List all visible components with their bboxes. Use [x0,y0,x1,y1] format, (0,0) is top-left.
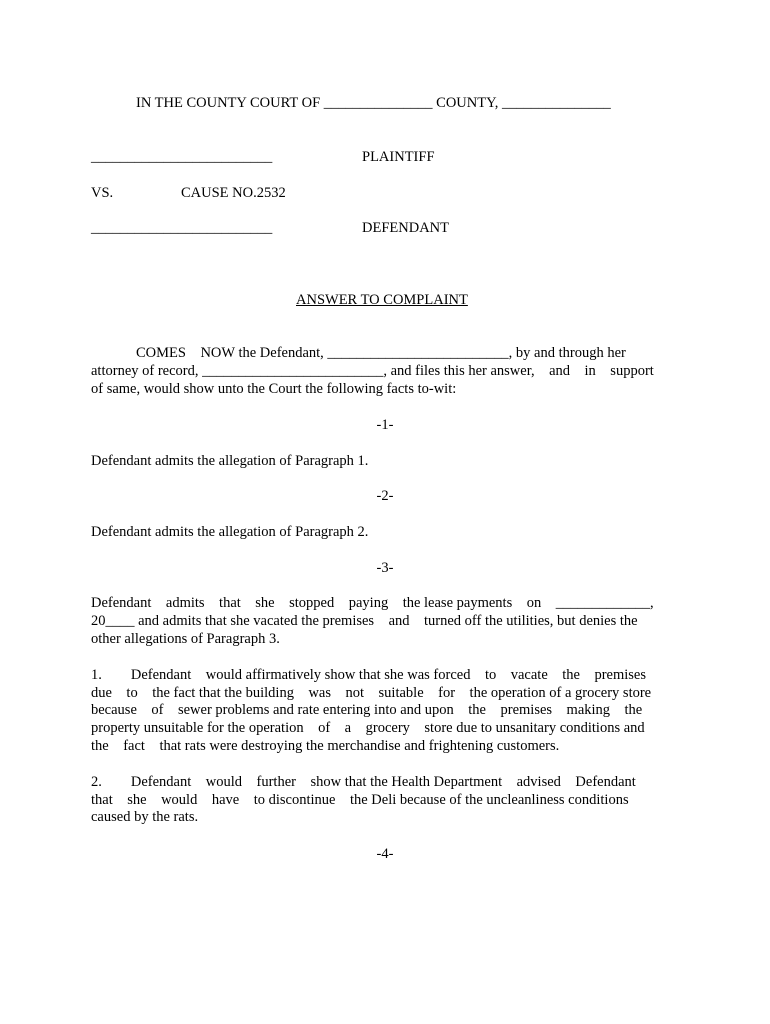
versus-label: VS. [91,185,114,201]
item-1-line-4: property unsuitable for the operation of a grocery store due to unsanitary conditions and [91,720,645,736]
document-title: ANSWER TO COMPLAINT [296,292,468,308]
cause-number: CAUSE NO.2532 [181,185,286,201]
item-1-line-5: the fact that rats were destroying the merchandise and frightening customers. [91,738,560,754]
section-number-1: -1- [376,417,394,433]
item-2-line-1: 2. Defendant would further show that the Health Department advised Defendant [91,774,636,790]
item-2-line-3: caused by the rats. [91,809,199,825]
intro-line-3: of same, would show unto the Court the following facts to-wit: [91,381,457,397]
intro-line-2: attorney of record, _________________________, and files this her answer, and in support [91,363,654,379]
section-3-line-1: Defendant admits that she stopped paying the lease payments on _____________, [91,595,654,611]
defendant-label: DEFENDANT [362,220,449,236]
section-number-4: -4- [376,846,394,862]
section-3-line-3: other allegations of Paragraph 3. [91,631,280,647]
section-number-2: -2- [376,488,394,504]
plaintiff-label: PLAINTIFF [362,149,435,165]
item-1-line-2: due to the fact that the building was not suitable for the operation of a grocery store [91,685,652,701]
item-1-line-3: because of sewer problems and rate entering into and upon the premises making the [91,702,643,718]
section-number-3: -3- [376,560,394,576]
item-1-line-1: 1. Defendant would affirmatively show that she was forced to vacate the premises [91,667,647,683]
section-3-line-2: 20____ and admits that she vacated the premises and turned off the utilities, but denies the [91,613,638,629]
plaintiff-name-blank: _________________________ [91,149,273,165]
intro-line-1: COMES NOW the Defendant, _________________________, by and through her [136,345,626,361]
section-1-text: Defendant admits the allegation of Paragraph 1. [91,453,369,469]
court-heading: IN THE COUNTY COURT OF _______________ COUNTY, _______________ [136,95,611,111]
section-2-text: Defendant admits the allegation of Paragraph 2. [91,524,369,540]
defendant-name-blank: _________________________ [91,220,273,236]
item-2-line-2: that she would have to discontinue the Deli because of the uncleanliness conditions [91,792,629,808]
